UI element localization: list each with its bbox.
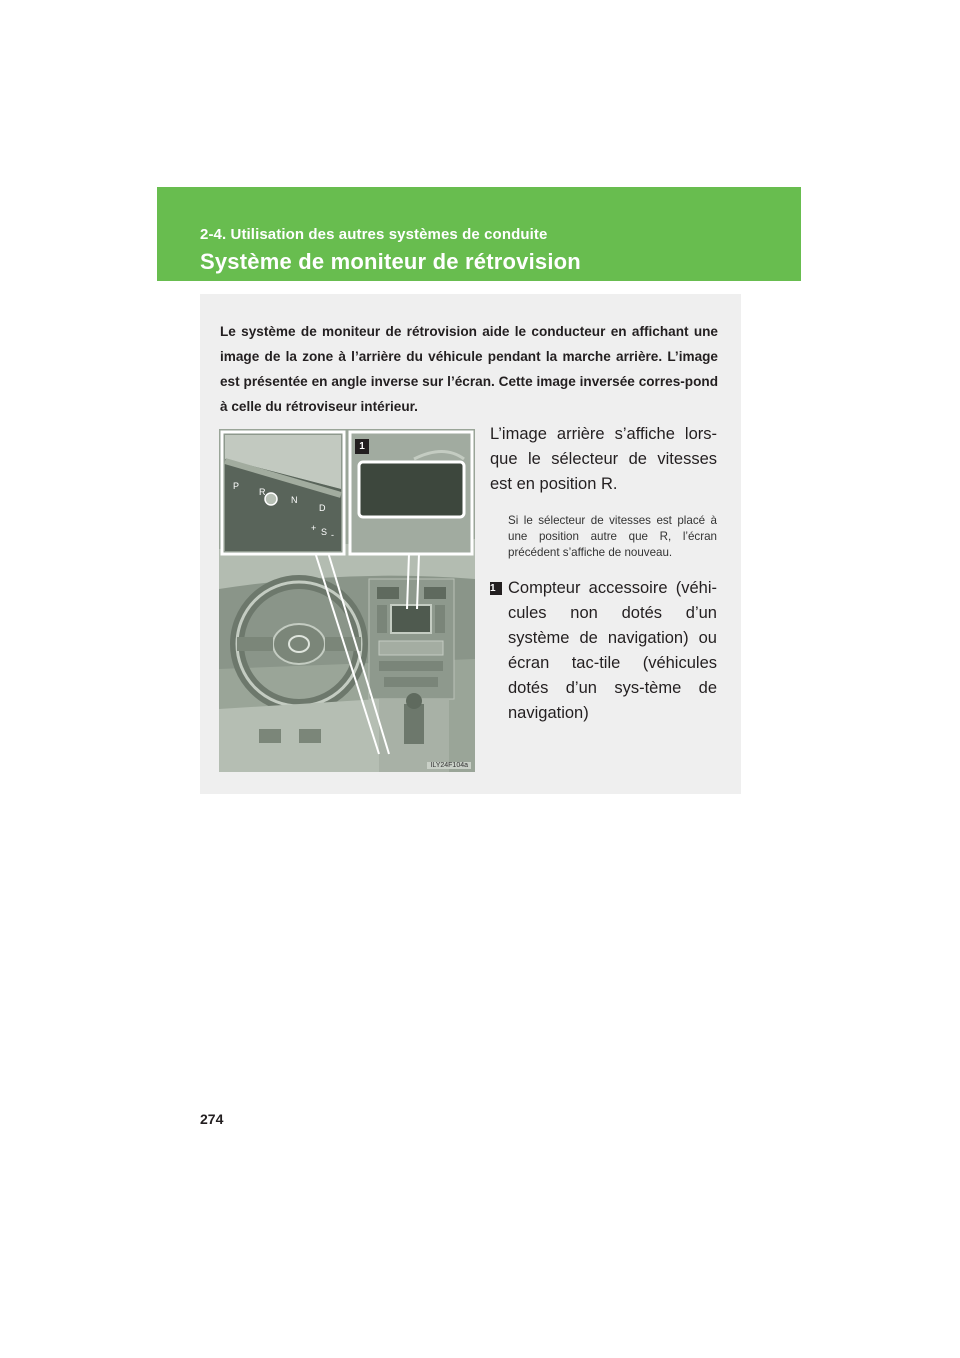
callout-item	[490, 576, 717, 726]
dashboard-drawing	[219, 429, 475, 772]
content-box	[200, 294, 741, 794]
note-text: Si le sélecteur de vitesses est placé à une position autre que R, l’écran précédent s’affiche de nouveau.	[508, 514, 717, 560]
shifter-label-plus: +	[311, 523, 317, 533]
callout-badge: 1	[490, 582, 502, 595]
main-text: L’image arrière s’affiche lors-que le sélecteur de vitesses est en position R.	[490, 425, 717, 493]
shifter-label-minus: -	[331, 530, 334, 540]
shifter-label-n: N	[291, 495, 298, 505]
shifter-label-r: R	[259, 487, 266, 497]
shifter-label-d: D	[319, 503, 326, 513]
figure-code: ILY24F104a	[427, 762, 471, 769]
section-label: 2-4. Utilisation des autres systèmes de conduite	[200, 226, 548, 243]
text-column	[490, 422, 717, 726]
dashboard-illustration	[219, 429, 475, 772]
header-band	[157, 187, 801, 281]
shifter-label-s: S	[321, 527, 328, 537]
page-number: 274	[200, 1111, 224, 1127]
callout-text: Compteur accessoire (véhi-cules non dotés d’un système de navigation) ou écran tac-tile (véhicules dotés d’un sys-tème de navigation)	[508, 578, 717, 722]
shifter-label-p: P	[233, 481, 240, 491]
page-title: Système de moniteur de rétrovision	[200, 249, 581, 274]
figure-badge: 1	[359, 441, 365, 452]
intro-paragraph: Le système de moniteur de rétrovision aide le conducteur en affichant une image de la zone à l’arrière du véhicule pendant la marche arrière. L’image est présentée en angle inverse sur l’écran. Cette image inversée corres-pond à celle du rétroviseur intérieur.	[220, 324, 718, 414]
